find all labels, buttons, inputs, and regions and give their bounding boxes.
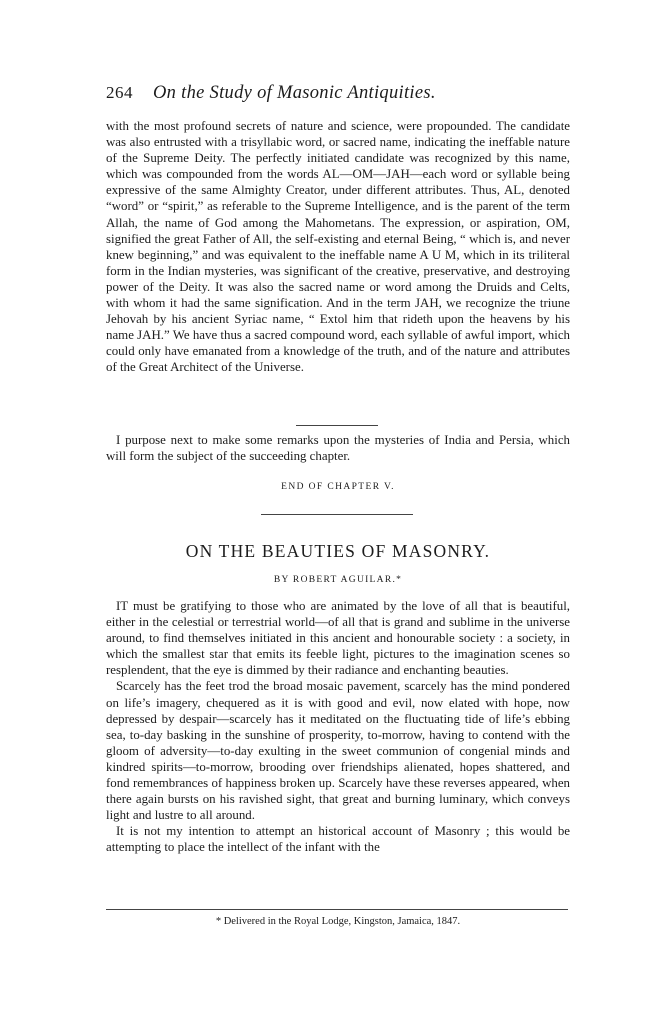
next-chapter-note [106, 432, 570, 464]
page-number: 264 [106, 83, 133, 102]
article-paragraph-2: Scarcely has the feet trod the broad mosaic pavement, scarcely has the mind pondered on life’s imagery, chequered as it is with good and evil, now elated with hope, now depressed by despair—scarcely has it meditated on the fluctuating tide of life’s ebbing sea, to-day basking in the sunshine of prosperity, to-morrow, having to contend with the gloom of adversity—to-day exulting in the sweet communion of congenial minds and kindred spirits—to-morrow, brooding over friendships alienated, hopes shattered, and fond remembrances of happiness broken up. Scarcely have these reverses appeared, when there again bursts on his ravished sight, that great and burning luminary, which conveys light and lustre to all around. [106, 679, 570, 823]
end-of-chapter-marker: END OF CHAPTER V. [281, 482, 395, 492]
footnote-rule [106, 909, 568, 910]
article-byline: BY ROBERT AGUILAR.* [273, 575, 403, 585]
page-header [106, 83, 566, 104]
chapter-closing-paragraph [106, 118, 570, 376]
article-divider [261, 514, 413, 515]
article-paragraph-3: It is not my intention to attempt an historical account of Masonry ; this would be attempting to place the intellect of the infant with the [106, 824, 570, 855]
paragraph-next-chapter: I purpose next to make some remarks upon the mysteries of India and Persia, which will form the subject of the succeeding chapter. [106, 433, 570, 464]
running-title: On the Study of Masonic Antiquities. [153, 83, 436, 103]
paragraph-secret-word: with the most profound secrets of nature and science, were propounded. The candidate was also entrusted with a trisyllabic word, or sacred name, indicating the ineffable nature of the Supreme Deity. The perfectly initiated candidate was recognized by this name, which was compounded from the words AL—OM—JAH—each word or syllable being expressive of the same Almighty Creator, under different attributes. Thus, AL, denoted “word” or “spirit,” as referable to the Supreme Intelligence, and is the parent of the term Allah, the name of God among the Mahometans. The expression, or aspiration, OM, signified the great Father of All, the self-existing and eternal Being, “ which is, and never knew beginning,” and was equivalent to the ineffable name A U M, which in its triliteral form in the Indian mysteries, was significant of the creative, preservative, and destroying power of the Deity. It was also the sacred name or word among the Druids and Celts, with whom it had the same signification. And in the term JAH, we recognize the triune Jehovah by his ancient Syriac name, “ Extol him that rideth upon the heavens by his name JAH.” We have thus a sacred compound word, each syllable of awful import, which could only have emanated from a knowledge of the truth, and of the nature and attributes of the Great Architect of the Universe. [106, 119, 570, 375]
footnote: * Delivered in the Royal Lodge, Kingston, Jamaica, 1847. [215, 916, 461, 927]
section-divider-short [296, 425, 378, 426]
article-title: ON THE BEAUTIES OF MASONRY. [185, 541, 491, 561]
article-paragraph-1: IT must be gratifying to those who are animated by the love of all that is beautiful, either in the celestial or terrestrial world—of all that is grand and sublime in the universe around, to find themselves initiated in this ancient and honourable society : a society, in which the smallest star that emits its feeble light, pictures to the imagination scenes so resplendent, that the eye is dimmed by their radiance and enchanting beauties. [106, 599, 570, 678]
article-body [106, 598, 570, 856]
